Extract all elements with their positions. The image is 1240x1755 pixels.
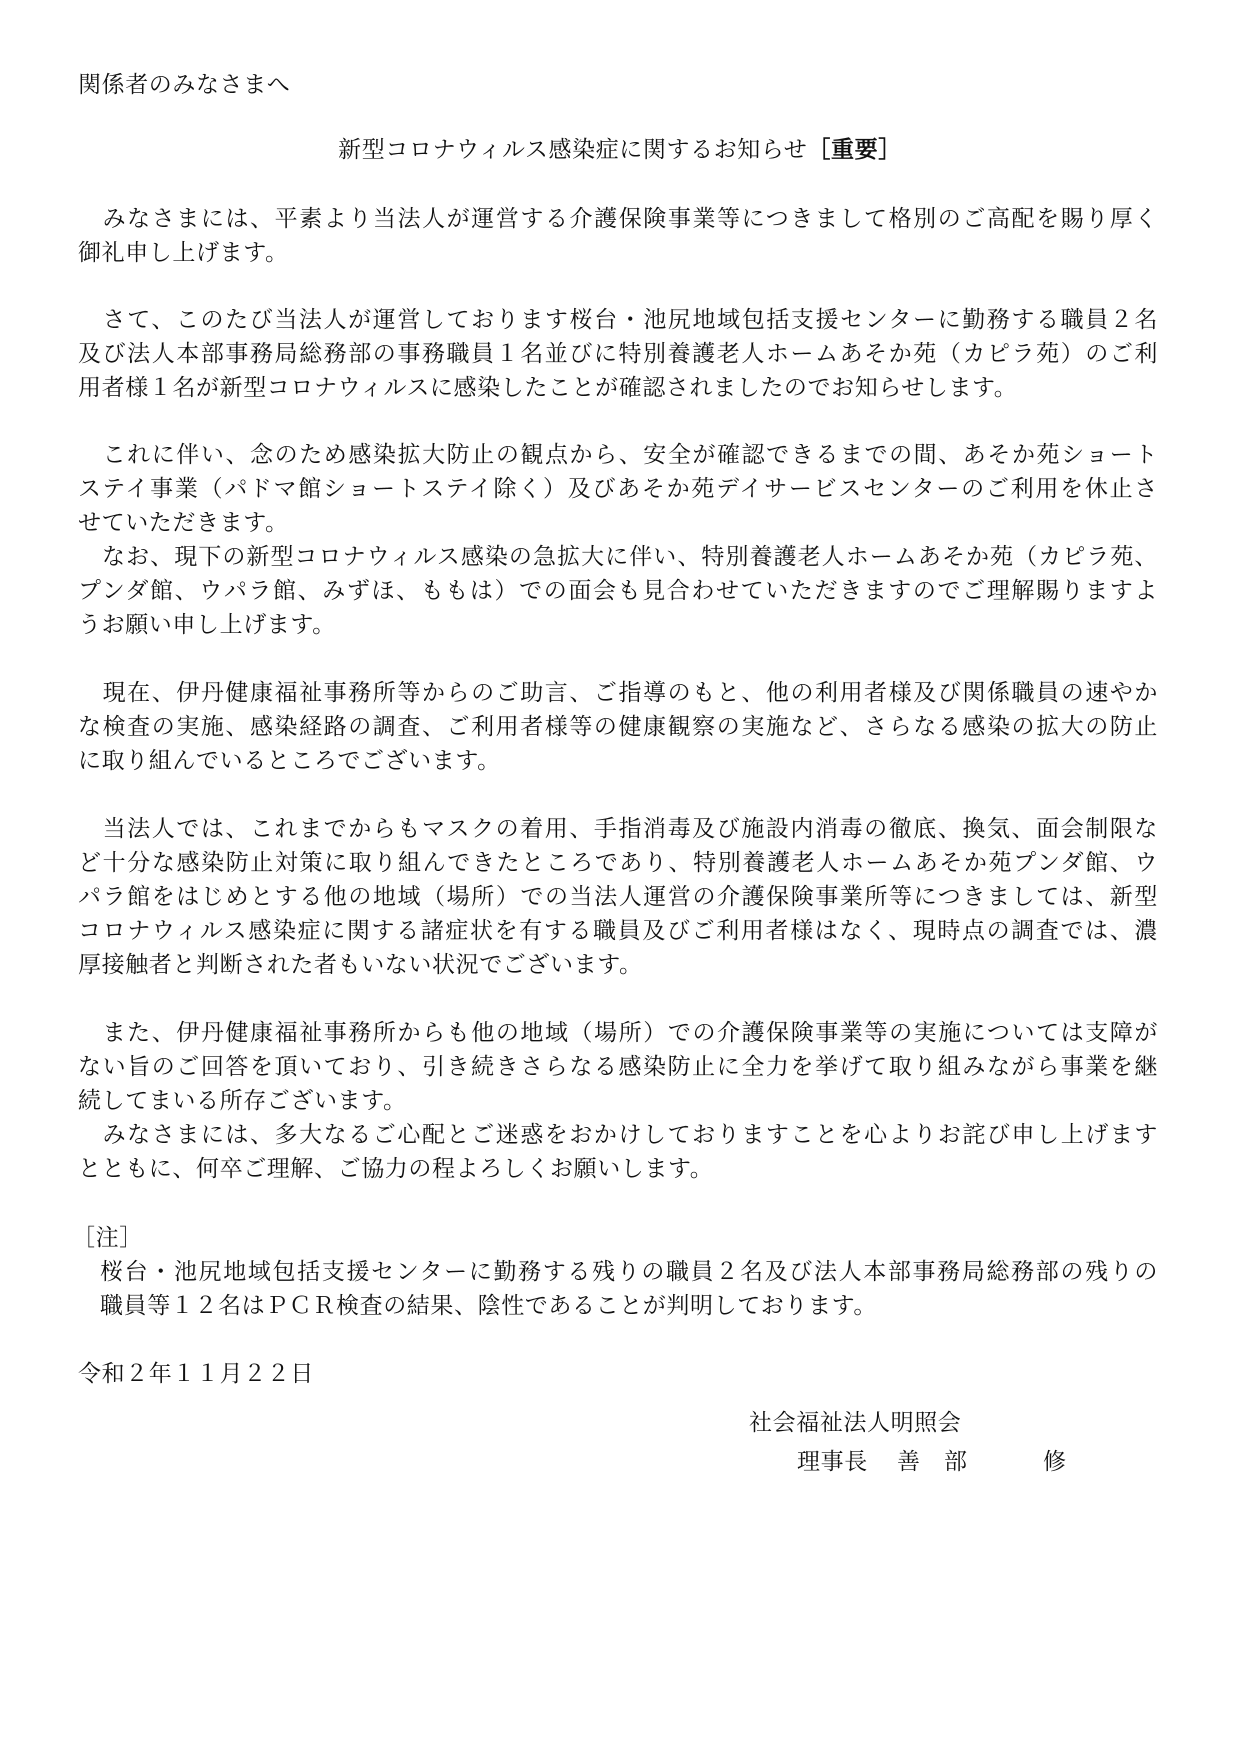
paragraph-1-line-1: みなさまには、平素より当法人が運営する介護保険事業等につきまして格別のご高配を賜り厚く — [78, 206, 1158, 232]
signatory-name-part-1: 善 — [897, 1449, 921, 1475]
title-emphasis: ［重要］ — [807, 136, 902, 163]
note-label: ［注］ — [72, 1225, 143, 1251]
paragraph-3-line-2: ステイ事業（パドマ館ショートステイ除く）及びあそか苑デイサービスセンターのご利用を休止さ — [78, 476, 1158, 502]
document-title — [0, 133, 1240, 167]
paragraph-2-line-3: 用者様１名が新型コロナウィルスに感染したことが確認されましたのでお知らせします。 — [78, 375, 1018, 401]
paragraph-4-line-2: な検査の実施、感染経路の調査、ご利用者様等の健康観察の実施など、さらなる感染の拡大の防止 — [78, 714, 1158, 740]
paragraph-3-line-3: せていただきます。 — [78, 510, 289, 536]
paragraph-3-line-4: なお、現下の新型コロナウィルス感染の急拡大に伴い、特別養護老人ホームあそか苑（カピラ苑、 — [78, 544, 1158, 570]
date: 令和２年１１月２２日 — [78, 1361, 314, 1387]
paragraph-5-line-5: 厚接触者と判断された者もいない状況でございます。 — [78, 952, 643, 978]
title-main: 新型コロナウィルス感染症に関するお知らせ — [338, 137, 808, 163]
note-line-2: 職員等１２名はＰＣＲ検査の結果、陰性であることが判明しております。 — [100, 1293, 877, 1319]
organization-name: 社会福祉法人明照会 — [749, 1410, 962, 1436]
paragraph-5-line-3: パラ館をはじめとする他の地域（場所）での当法人運営の介護保険事業所等につきましては、新型 — [78, 884, 1158, 910]
paragraph-5-line-2: ど十分な感染防止対策に取り組んできたところであり、特別養護老人ホームあそか苑プンダ館、ウ — [78, 850, 1158, 876]
paragraph-3-line-5: プンダ館、ウパラ館、みずほ、ももは）での面会も見合わせていただきますのでご理解賜りますよ — [78, 578, 1158, 604]
paragraph-2-line-1: さて、このたび当法人が運営しております桜台・池尻地域包括支援センターに勤務する職員２名 — [78, 307, 1158, 333]
paragraph-6-line-1: また、伊丹健康福祉事務所からも他の地域（場所）での介護保険事業等の実施については支障が — [78, 1020, 1158, 1046]
paragraph-1-line-2: 御礼申し上げます。 — [78, 240, 289, 266]
paragraph-6-line-4: みなさまには、多大なるご心配とご迷惑をおかけしておりますことを心よりお詫び申し上げます — [78, 1122, 1158, 1148]
signatory-name-part-3: 修 — [1043, 1449, 1067, 1475]
paragraph-3-line-1: これに伴い、念のため感染拡大防止の観点から、安全が確認できるまでの間、あそか苑ショート — [78, 442, 1158, 468]
paragraph-4-line-1: 現在、伊丹健康福祉事務所等からのご助言、ご指導のもと、他の利用者様及び関係職員の速やか — [78, 680, 1158, 706]
paragraph-6-line-5: とともに、何卒ご理解、ご協力の程よろしくお願いします。 — [78, 1156, 714, 1182]
paragraph-3-line-6: うお願い申し上げます。 — [78, 612, 336, 638]
paragraph-4-line-3: に取り組んでいるところでございます。 — [78, 748, 501, 774]
addressee: 関係者のみなさまへ — [78, 72, 291, 98]
paragraph-5-line-1: 当法人では、これまでからもマスクの着用、手指消毒及び施設内消毒の徹底、換気、面会制限な — [78, 816, 1158, 842]
paragraph-6-line-3: 続してまいる所存ございます。 — [78, 1088, 407, 1114]
signatory-title: 理事長 — [797, 1449, 868, 1475]
signatory-name-part-2: 部 — [944, 1449, 968, 1475]
paragraph-6-line-2: ない旨のご回答を頂いており、引き続きさらなる感染防止に全力を挙げて取り組みながら事業を継 — [78, 1054, 1158, 1080]
paragraph-2-line-2: 及び法人本部事務局総務部の事務職員１名並びに特別養護老人ホームあそか苑（カピラ苑）のご利 — [78, 341, 1158, 367]
paragraph-5-line-4: コロナウィルス感染症に関する諸症状を有する職員及びご利用者様はなく、現時点の調査では、濃 — [78, 918, 1158, 944]
note-line-1: 桜台・池尻地域包括支援センターに勤務する残りの職員２名及び法人本部事務局総務部の残りの — [100, 1259, 1158, 1285]
